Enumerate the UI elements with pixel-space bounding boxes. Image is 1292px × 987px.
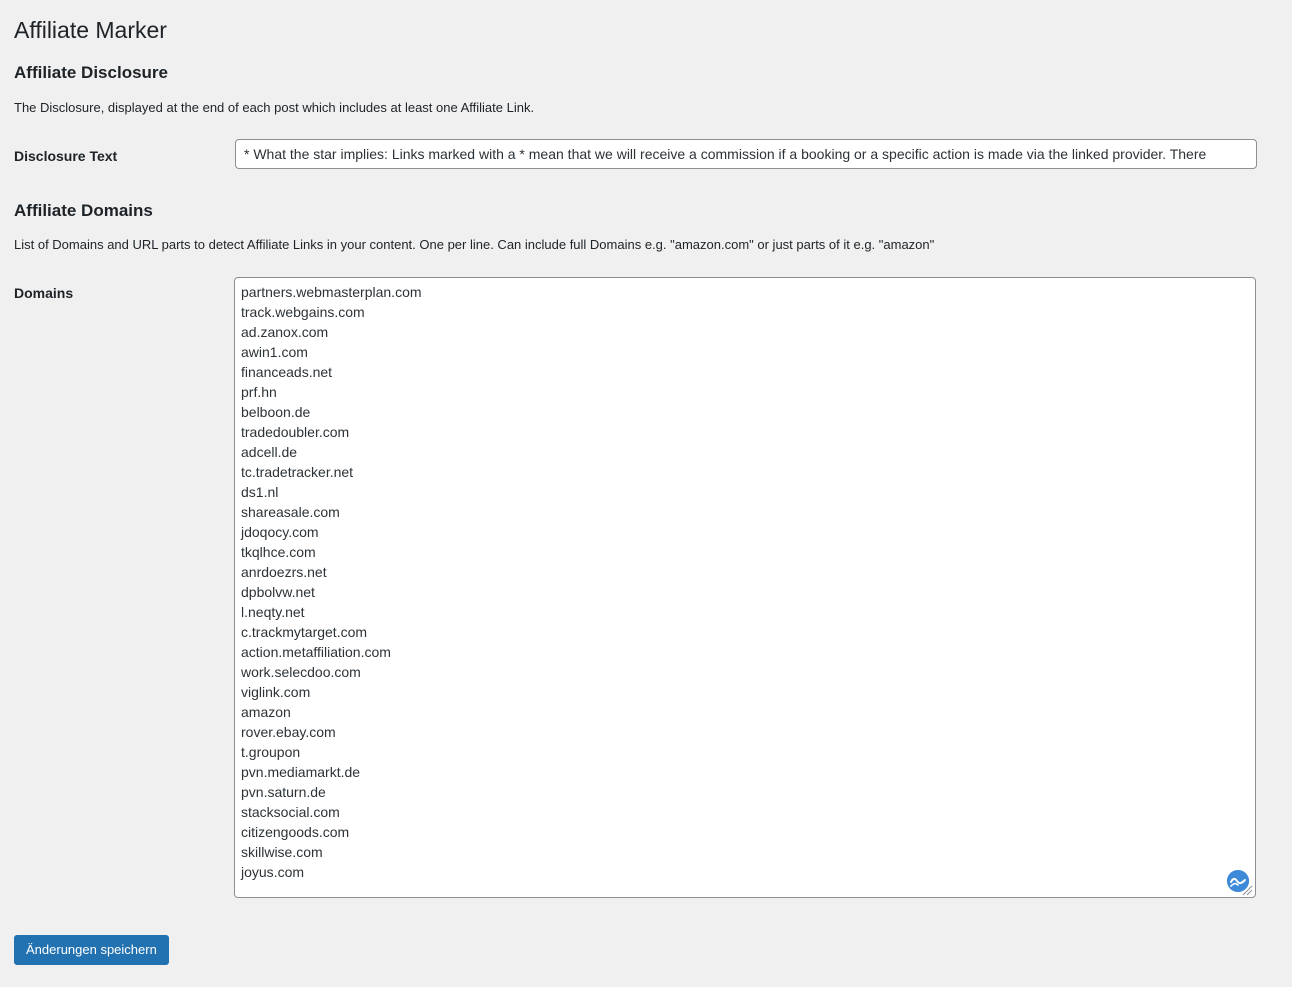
domain-line: joyus.com	[241, 864, 305, 880]
domain-line: anrdoezrs.net	[241, 564, 327, 580]
domain-line: dpbolvw.net	[241, 584, 315, 600]
domain-line: awin1.com	[241, 344, 308, 360]
domain-line: citizengoods.com	[241, 824, 350, 840]
domain-line: ds1.nl	[241, 484, 279, 500]
disclosure-text-label: Disclosure Text	[14, 148, 118, 164]
domain-line: pvn.mediamarkt.de	[241, 764, 361, 780]
domain-line: jdoqocy.com	[241, 524, 319, 540]
domain-line: shareasale.com	[241, 504, 340, 520]
domain-line: ad.zanox.com	[241, 324, 329, 340]
domain-line: belboon.de	[241, 404, 311, 420]
disclosure-description: The Disclosure, displayed at the end of each post which includes at least one Affiliate Link.	[14, 100, 535, 115]
domain-line: action.metaffiliation.com	[241, 644, 391, 660]
domain-line: l.neqty.net	[241, 604, 305, 620]
domain-line: stacksocial.com	[241, 804, 340, 820]
domain-line: amazon	[241, 704, 291, 720]
domain-line: tradedoubler.com	[241, 424, 350, 440]
page-title: Affiliate Marker	[14, 17, 167, 43]
domain-line: track.webgains.com	[241, 304, 365, 320]
domain-line: financeads.net	[241, 364, 333, 380]
domains-textarea[interactable]	[234, 277, 1256, 898]
domain-line: prf.hn	[241, 384, 277, 400]
domain-line: tkqlhce.com	[241, 544, 316, 560]
domain-line: adcell.de	[241, 444, 298, 460]
domain-line: skillwise.com	[241, 844, 323, 860]
domains-label: Domains	[14, 285, 74, 301]
domain-line: partners.webmasterplan.com	[241, 284, 422, 300]
domains-section-title: Affiliate Domains	[14, 201, 153, 220]
domain-line: t.groupon	[241, 744, 301, 760]
disclosure-section-title: Affiliate Disclosure	[14, 63, 168, 82]
domain-line: pvn.saturn.de	[241, 784, 326, 800]
domain-line: c.trackmytarget.com	[241, 624, 368, 640]
domain-line: work.selecdoo.com	[241, 664, 361, 680]
domains-description: List of Domains and URL parts to detect Affiliate Links in your content. One per line. Can include full Domains e.g. "amazon.com" or just parts of it e.g. "amazon"	[14, 237, 935, 252]
save-changes-button[interactable]: Änderungen speichern	[14, 935, 169, 965]
domain-line: rover.ebay.com	[241, 724, 336, 740]
domain-line: viglink.com	[241, 684, 311, 700]
resize-handle-icon[interactable]	[1241, 883, 1253, 895]
disclosure-text-input[interactable]	[235, 139, 1257, 169]
domain-line: tc.tradetracker.net	[241, 464, 354, 480]
domains-list	[235, 278, 1255, 882]
